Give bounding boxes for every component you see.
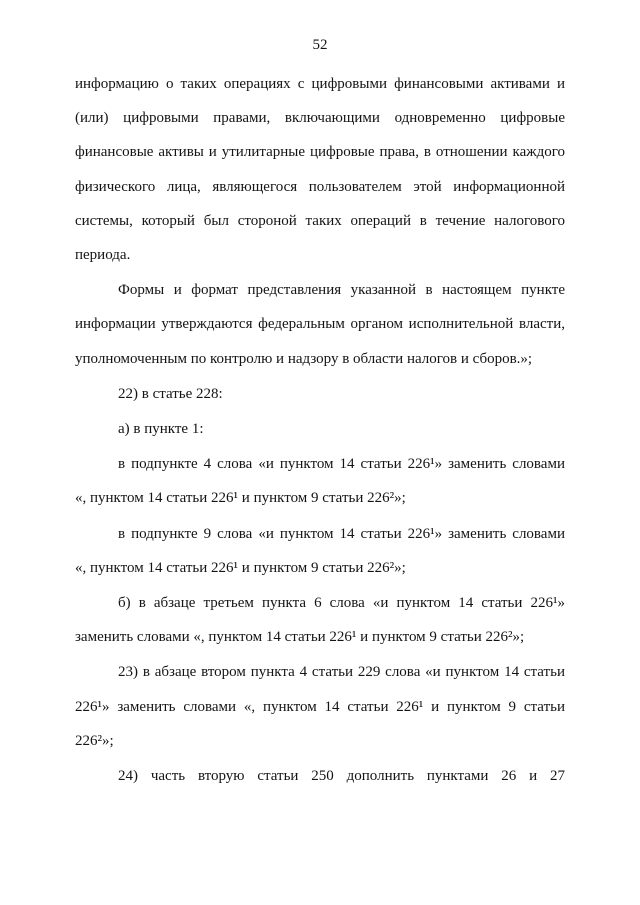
paragraph-line: 24) часть вторую статьи 250 дополнить пунктами 26 и 27: [118, 768, 565, 785]
paragraph-line: 226¹» заменить словами «, пунктом 14 статьи 226¹ и пунктом 9 статьи: [75, 698, 565, 715]
paragraph: [75, 586, 565, 654]
paragraph: [75, 517, 565, 585]
paragraph-line: Формы и формат представления указанной в настоящем пункте: [118, 282, 565, 299]
paragraph: [75, 273, 565, 376]
paragraph: [75, 447, 565, 515]
paragraph-line: 226²»;: [75, 732, 114, 749]
paragraph: [75, 655, 565, 758]
paragraph-line: 23) в абзаце втором пункта 4 статьи 229 слова «и пунктом 14 статьи: [118, 664, 565, 681]
paragraph-line: «, пунктом 14 статьи 226¹ и пунктом 9 статьи 226²»;: [75, 559, 406, 576]
paragraph-line: информацию о таких операциях с цифровыми финансовыми активами и: [75, 76, 565, 92]
paragraph-line: уполномоченным по контролю и надзору в области налогов и сборов.»;: [75, 350, 533, 367]
paragraph: [75, 759, 565, 793]
paragraph-line: а) в пункте 1:: [118, 421, 204, 438]
paragraph-line: 22) в статье 228:: [118, 385, 223, 402]
paragraph-line: заменить словами «, пунктом 14 статьи 226¹ и пунктом 9 статьи 226²»;: [75, 629, 525, 646]
paragraph-line: информации утверждаются федеральным органом исполнительной власти,: [75, 316, 565, 333]
document-body: [75, 67, 565, 793]
paragraph-line: «, пунктом 14 статьи 226¹ и пунктом 9 статьи 226²»;: [75, 490, 406, 507]
paragraph-line: в подпункте 4 слова «и пунктом 14 статьи 226¹» заменить словами: [118, 456, 565, 473]
page-number: 52: [312, 37, 328, 53]
paragraph-line: (или) цифровыми правами, включающими одновременно цифровые: [75, 110, 565, 127]
paragraph-line: системы, который был стороной таких операций в течение налогового: [75, 212, 565, 229]
paragraph: [75, 377, 565, 411]
paragraph-line: периода.: [75, 247, 131, 264]
paragraph-line: в подпункте 9 слова «и пунктом 14 статьи 226¹» заменить словами: [118, 525, 565, 542]
paragraph-line: финансовые активы и утилитарные цифровые права, в отношении каждого: [75, 144, 565, 161]
paragraph-line: б) в абзаце третьем пункта 6 слова «и пунктом 14 статьи 226¹»: [118, 595, 565, 612]
paragraph: [75, 412, 565, 446]
paragraph-line: физического лица, являющегося пользователем этой информационной: [75, 178, 565, 195]
paragraph: [75, 67, 565, 272]
